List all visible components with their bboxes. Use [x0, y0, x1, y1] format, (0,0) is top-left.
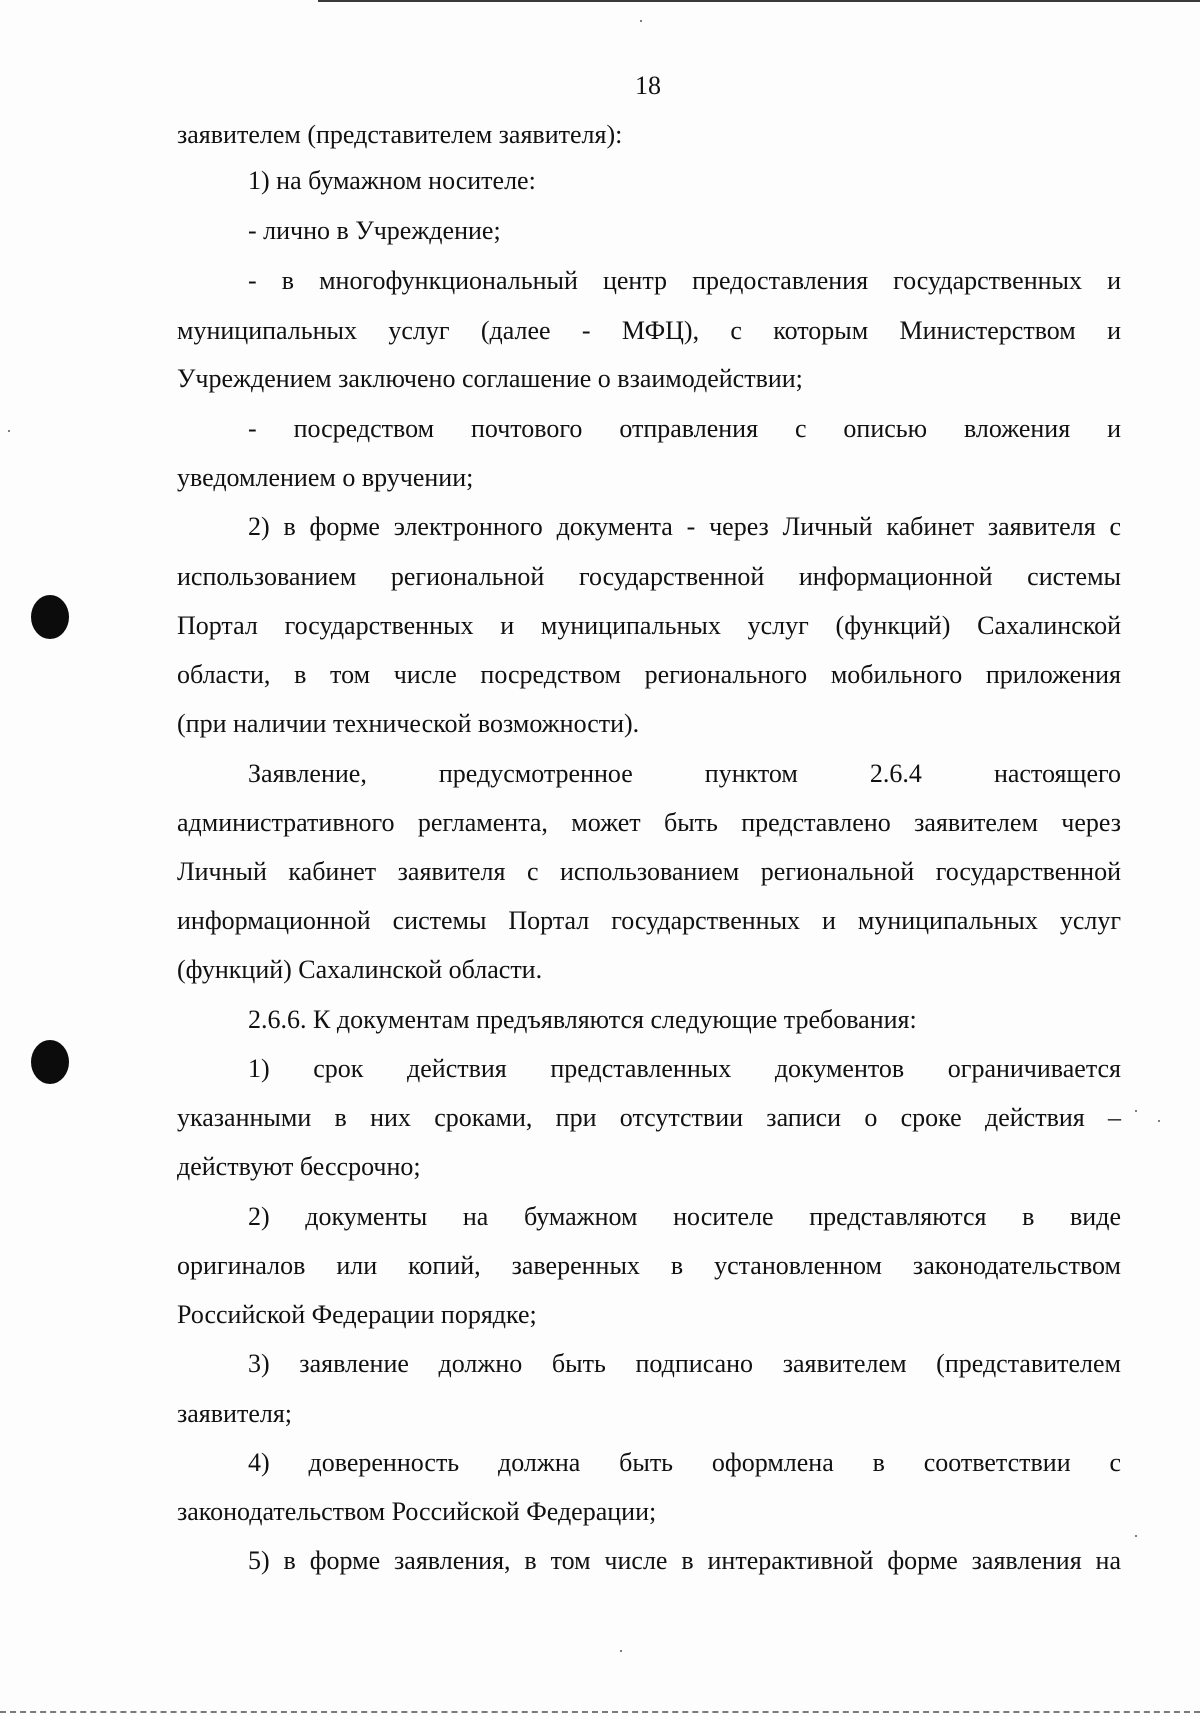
text-line: указанными в них сроками, при отсутствии записи о сроке действия – [177, 1103, 1121, 1132]
text-line: 5) в форме заявления, в том числе в интерактивной форме заявления на [248, 1546, 1121, 1575]
scan-speck [620, 1650, 622, 1652]
text-line: (функций) Сахалинской области. [177, 955, 543, 984]
text-line: муниципальных услуг (далее - МФЦ), с которым Министерством и [177, 316, 1121, 345]
text-line: административного регламента, может быть представлено заявителем через [177, 808, 1121, 837]
text-line: 4) доверенность должна быть оформлена в соответствии с [248, 1448, 1121, 1477]
text-line: 3) заявление должно быть подписано заявителем (представителем [248, 1349, 1121, 1378]
text-line: уведомлением о вручении; [177, 463, 474, 492]
text-line: Учреждением заключено соглашение о взаимодействии; [177, 364, 803, 393]
text-line: законодательством Российской Федерации; [177, 1497, 657, 1526]
scan-edge-top [318, 0, 1200, 2]
text-line: 1) срок действия представленных документов ограничивается [248, 1054, 1121, 1083]
text-line: области, в том числе посредством регионального мобильного приложения [177, 660, 1121, 689]
text-line: 2) документы на бумажном носителе представляются в виде [248, 1202, 1121, 1231]
text-line: заявителя; [177, 1399, 293, 1428]
text-line: оригиналов или копий, заверенных в установленном законодательством [177, 1251, 1121, 1280]
text-line: заявителем (представителем заявителя): [177, 120, 623, 149]
scan-speck [1135, 1535, 1137, 1537]
text-line: - в многофункциональный центр предоставления государственных и [248, 266, 1121, 295]
scan-speck [8, 430, 10, 432]
text-line: Заявление, предусмотренное пунктом 2.6.4 настоящего [248, 759, 1121, 788]
scan-speck [1135, 1110, 1137, 1112]
text-line: информационной системы Портал государственных и муниципальных услуг [177, 906, 1121, 935]
punch-hole-upper [31, 595, 69, 639]
text-line: 1) на бумажном носителе: [248, 166, 536, 195]
scan-edge-bottom [0, 1711, 1200, 1713]
text-line: Российской Федерации порядке; [177, 1300, 537, 1329]
page-number: 18 [635, 71, 661, 100]
text-line: использованием региональной государственной информационной системы [177, 562, 1121, 591]
punch-hole-lower [31, 1040, 69, 1084]
text-line: - лично в Учреждение; [248, 216, 501, 245]
text-line: - посредством почтового отправления с описью вложения и [248, 414, 1121, 443]
text-line: Портал государственных и муниципальных услуг (функций) Сахалинской [177, 611, 1121, 640]
text-line: 2) в форме электронного документа - через Личный кабинет заявителя с [248, 512, 1121, 541]
text-line: (при наличии технической возможности). [177, 709, 640, 738]
text-line: действуют бессрочно; [177, 1152, 421, 1181]
scan-speck [1158, 1120, 1160, 1122]
scan-speck [640, 20, 642, 22]
text-line: Личный кабинет заявителя с использованием региональной государственной [177, 857, 1121, 886]
text-line: 2.6.6. К документам предъявляются следующие требования: [248, 1005, 917, 1034]
